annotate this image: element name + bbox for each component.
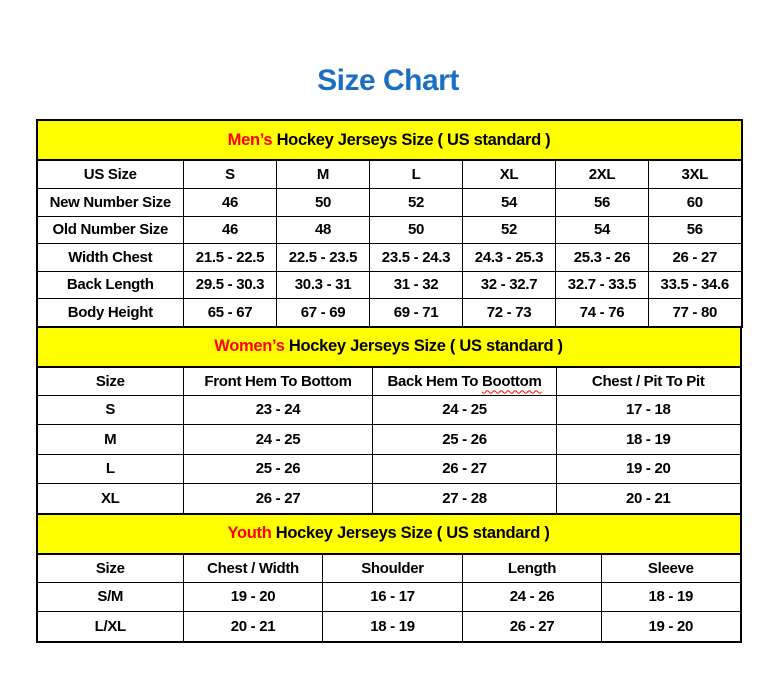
cell: 23.5 - 24.3 [370,244,463,272]
cell: 69 - 71 [370,299,463,327]
cell: 20 - 21 [557,484,741,514]
table-row [37,271,742,299]
cell: 50 [370,216,463,244]
cell: 26 - 27 [373,454,557,484]
cell: 56 [649,216,742,244]
cell: 19 - 20 [184,582,323,612]
cell: 25.3 - 26 [556,244,649,272]
cell: 67 - 69 [277,299,370,327]
table-row [37,425,741,455]
row-label: S [37,395,184,425]
row-label: Body Height [37,299,184,327]
cell: 20 - 21 [184,612,323,642]
cell: 32 - 32.7 [463,271,556,299]
mens-size-table [36,119,743,328]
header-cell: 2XL [556,160,649,189]
cell: 26 - 27 [649,244,742,272]
cell: 25 - 26 [373,425,557,455]
row-label: XL [37,484,184,514]
header-cell: XL [463,160,556,189]
page-title: Size Chart [317,64,459,97]
row-label: Width Chest [37,244,184,272]
cell: 48 [277,216,370,244]
cell: 46 [184,189,277,217]
header-cell: Sleeve [602,554,741,583]
cell: 23 - 24 [184,395,373,425]
womens-section-title [37,327,741,367]
youth-section-title-rest: Hockey Jerseys Size ( US standard ) [271,524,550,542]
cell: 56 [556,189,649,217]
cell: 54 [556,216,649,244]
header-cell: Chest / Pit To Pit [557,367,741,396]
womens-section-title-highlight: Women’s [214,337,285,355]
cell: 52 [463,216,556,244]
cell: 18 - 19 [323,612,463,642]
cell: 22.5 - 23.5 [277,244,370,272]
cell: 25 - 26 [184,454,373,484]
cell: 24.3 - 25.3 [463,244,556,272]
cell: 18 - 19 [557,425,741,455]
womens-section-title-rest: Hockey Jerseys Size ( US standard ) [284,337,563,355]
cell: 18 - 19 [602,582,741,612]
table-row [37,395,741,425]
row-label: New Number Size [37,189,184,217]
cell: 72 - 73 [463,299,556,327]
cell: 54 [463,189,556,217]
header-cell: 3XL [649,160,742,189]
cell: 52 [370,189,463,217]
row-label: L/XL [37,612,184,642]
cell: 26 - 27 [184,484,373,514]
cell: 31 - 32 [370,271,463,299]
womens-size-table [36,326,742,515]
header-back-hem-misspelled-word: Boottom [481,372,542,390]
table-row [37,484,741,514]
cell: 24 - 25 [373,395,557,425]
cell: 19 - 20 [557,454,741,484]
table-row [37,189,742,217]
table-row [37,216,742,244]
cell: 27 - 28 [373,484,557,514]
cell: 77 - 80 [649,299,742,327]
header-cell: Length [463,554,602,583]
youth-header-row [37,554,741,583]
cell: 60 [649,189,742,217]
youth-section-title-highlight: Youth [227,524,272,542]
cell: 24 - 25 [184,425,373,455]
mens-section-title [37,120,742,160]
womens-band-row [37,327,741,367]
cell: 30.3 - 31 [277,271,370,299]
header-cell: M [277,160,370,189]
header-cell: US Size [37,160,184,189]
table-row [37,299,742,327]
cell: 50 [277,189,370,217]
header-cell: Front Hem To Bottom [184,367,373,396]
header-cell: Size [37,367,184,396]
row-label: Back Length [37,271,184,299]
row-label: M [37,425,184,455]
header-cell: Size [37,554,184,583]
cell: 32.7 - 33.5 [556,271,649,299]
cell: 16 - 17 [323,582,463,612]
youth-size-table [36,513,742,643]
cell: 29.5 - 30.3 [184,271,277,299]
table-row [37,582,741,612]
header-back-hem-prefix: Back Hem To [387,372,482,390]
cell: 46 [184,216,277,244]
cell: 26 - 27 [463,612,602,642]
womens-header-row [37,367,741,396]
mens-section-title-rest: Hockey Jerseys Size ( US standard ) [272,130,551,149]
cell: 65 - 67 [184,299,277,327]
table-row [37,244,742,272]
cell: 19 - 20 [602,612,741,642]
cell: 33.5 - 34.6 [649,271,742,299]
cell: 74 - 76 [556,299,649,327]
cell: 21.5 - 22.5 [184,244,277,272]
youth-section-title [37,514,741,554]
header-cell-back-hem [373,367,557,396]
table-row [37,612,741,642]
cell: 17 - 18 [557,395,741,425]
header-cell: L [370,160,463,189]
header-cell: S [184,160,277,189]
row-label: Old Number Size [37,216,184,244]
table-row [37,454,741,484]
row-label: S/M [37,582,184,612]
cell: 24 - 26 [463,582,602,612]
youth-band-row [37,514,741,554]
mens-band-row [37,120,742,160]
mens-header-row [37,160,742,189]
row-label: L [37,454,184,484]
mens-section-title-highlight: Men’s [227,130,273,149]
size-chart-tables [36,119,741,643]
header-cell: Shoulder [323,554,463,583]
header-cell: Chest / Width [184,554,323,583]
